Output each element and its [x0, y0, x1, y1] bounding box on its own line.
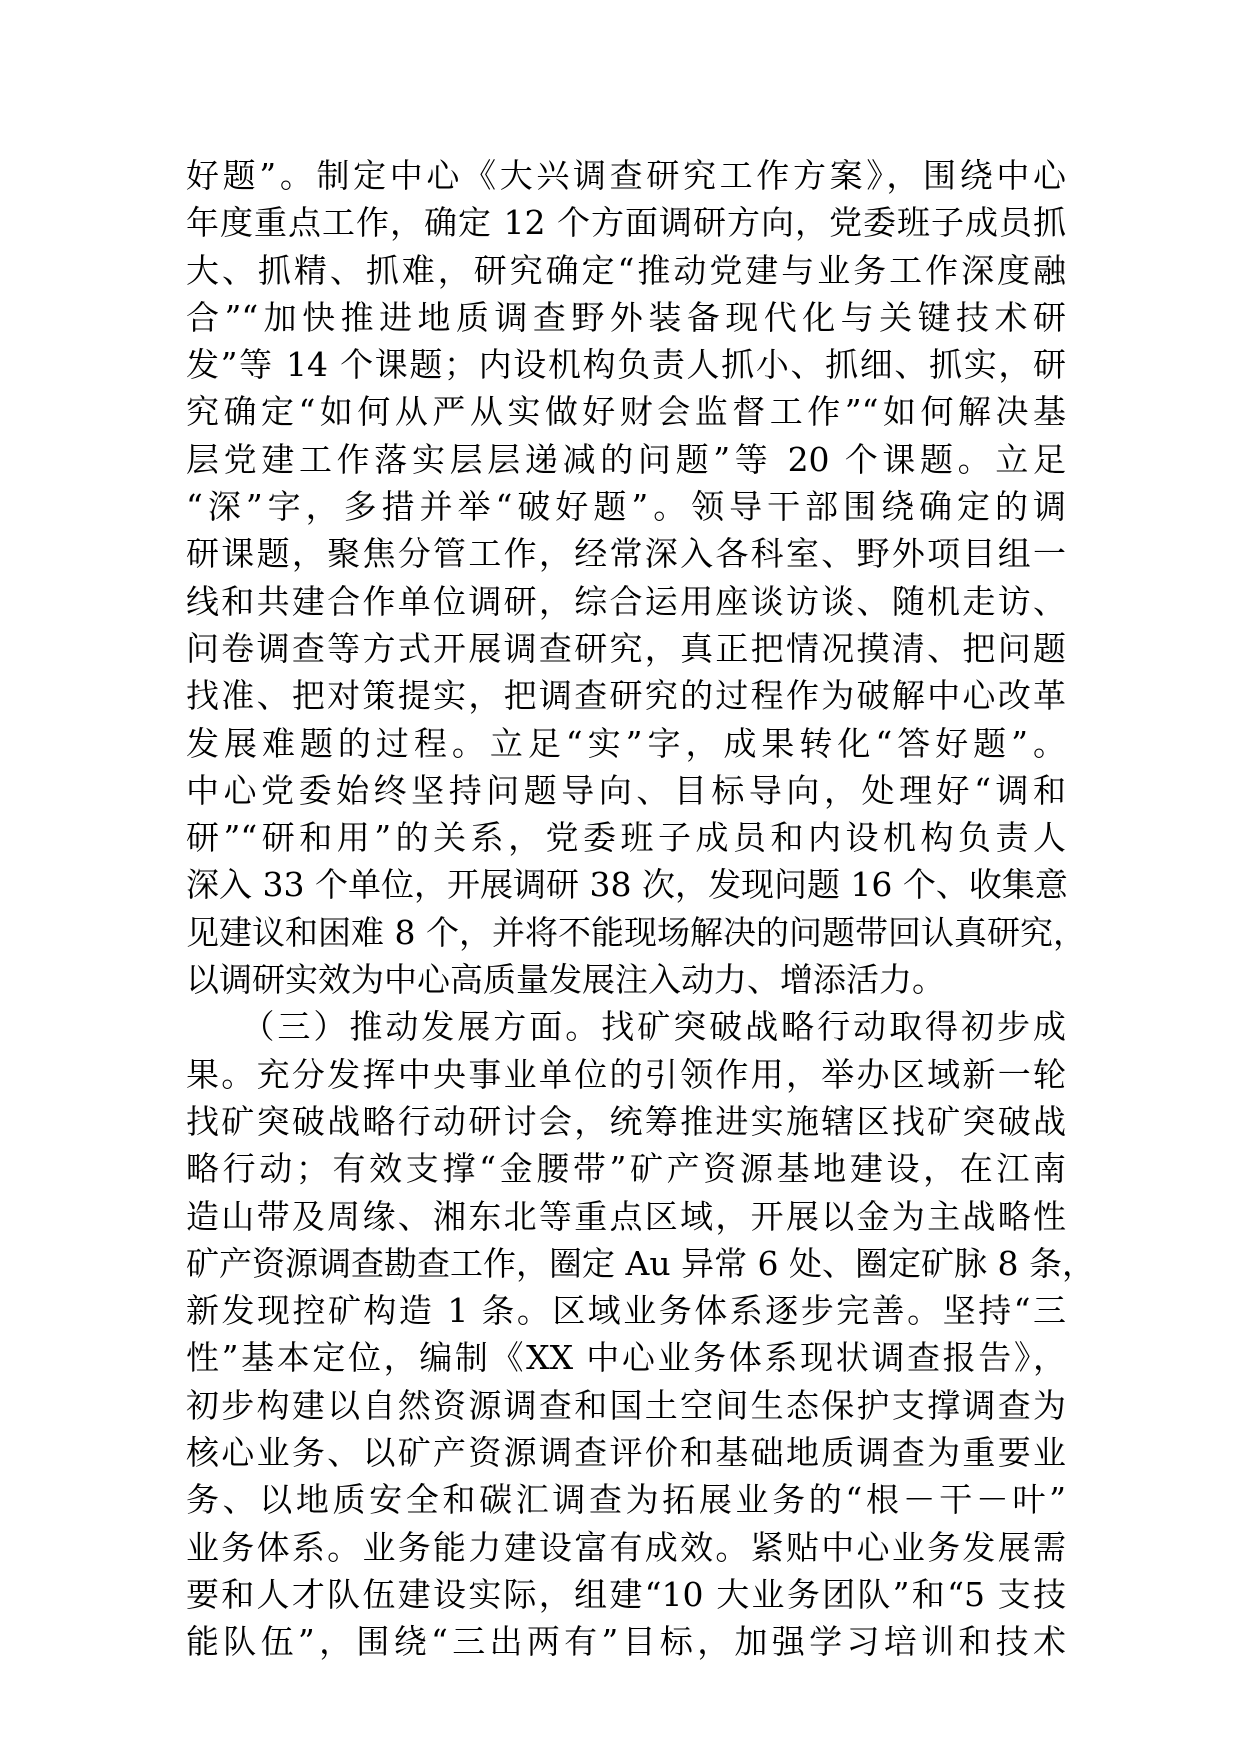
text-line: 发”等 14 个课题；内设机构负责人抓小、抓细、抓实，研	[186, 345, 1066, 385]
text-line: 究确定“如何从严从实做好财会监督工作”“如何解决基	[186, 392, 1066, 432]
text-line: 好题”。制定中心《大兴调查研究工作方案》，围绕中心	[186, 156, 1066, 195]
text-line: 见建议和困难 8 个，并将不能现场解决的问题带回认真研究，	[186, 912, 1086, 952]
text-line: 中心党委始终坚持问题导向、目标导向，处理好“调和	[186, 770, 1066, 810]
text-line: 找矿突破战略行动研讨会，统筹推进实施辖区找矿突破战	[186, 1101, 1066, 1141]
text-line: 造山带及周缘、湘东北等重点区域，开展以金为主战略性	[186, 1196, 1066, 1236]
text-line: 要和人才队伍建设实际，组建“10 大业务团队”和“5 支技	[186, 1574, 1067, 1614]
text-line: 能队伍”，围绕“三出两有”目标，加强学习培训和技术	[186, 1622, 1066, 1662]
text-line: “深”字，多措并举“破好题”。领导干部围绕确定的调	[186, 487, 1066, 527]
text-line: 性”基本定位，编制《XX 中心业务体系现状调查报告》，	[186, 1338, 1066, 1378]
text-line: 核心业务、以矿产资源调查评价和基础地质调查为重要业	[186, 1433, 1066, 1473]
text-line: 层党建工作落实层层递减的问题”等 20 个课题。立足	[186, 439, 1066, 479]
text-line: 略行动；有效支撑“金腰带”矿产资源基地建设，在江南	[186, 1149, 1066, 1189]
text-line: 问卷调查等方式开展调查研究，真正把情况摸清、把问题	[186, 628, 1066, 668]
text-line: 新发现控矿构造 1 条。区域业务体系逐步完善。坚持“三	[186, 1291, 1066, 1331]
text-line: 线和共建合作单位调研，综合运用座谈访谈、随机走访、	[186, 581, 1066, 621]
body-text	[186, 152, 1096, 1666]
text-line: 矿产资源调查勘查工作，圈定 Au 异常 6 处、圈定矿脉 8 条，	[186, 1243, 1096, 1283]
text-line: （三）推动发展方面。找矿突破战略行动取得初步成	[186, 1007, 1066, 1047]
text-line: 深入 33 个单位，开展调研 38 次，发现问题 16 个、收集意	[186, 865, 1068, 905]
text-line: 初步构建以自然资源调查和国土空间生态保护支撑调查为	[186, 1385, 1066, 1425]
text-line: 以调研实效为中心高质量发展注入动力、增添活力。	[186, 960, 945, 1000]
text-line: 果。充分发挥中央事业单位的引领作用，举办区域新一轮	[186, 1054, 1066, 1094]
text-line: 研”“研和用”的关系，党委班子成员和内设机构负责人	[186, 818, 1066, 858]
text-line: 研课题，聚焦分管工作，经常深入各科室、野外项目组一	[186, 534, 1066, 574]
text-line: 年度重点工作，确定 12 个方面调研方向，党委班子成员抓	[186, 203, 1066, 243]
text-line: 发展难题的过程。立足“实”字，成果转化“答好题”。	[186, 723, 1066, 763]
text-line: 业务体系。业务能力建设富有成效。紧贴中心业务发展需	[186, 1527, 1066, 1567]
text-line: 找准、把对策提实，把调查研究的过程作为破解中心改革	[186, 676, 1066, 716]
text-line: 务、以地质安全和碳汇调查为拓展业务的“根－干－叶”	[186, 1480, 1066, 1520]
text-line: 合”“加快推进地质调查野外装备现代化与关键技术研	[186, 297, 1066, 337]
text-line: 大、抓精、抓难，研究确定“推动党建与业务工作深度融	[186, 250, 1066, 290]
